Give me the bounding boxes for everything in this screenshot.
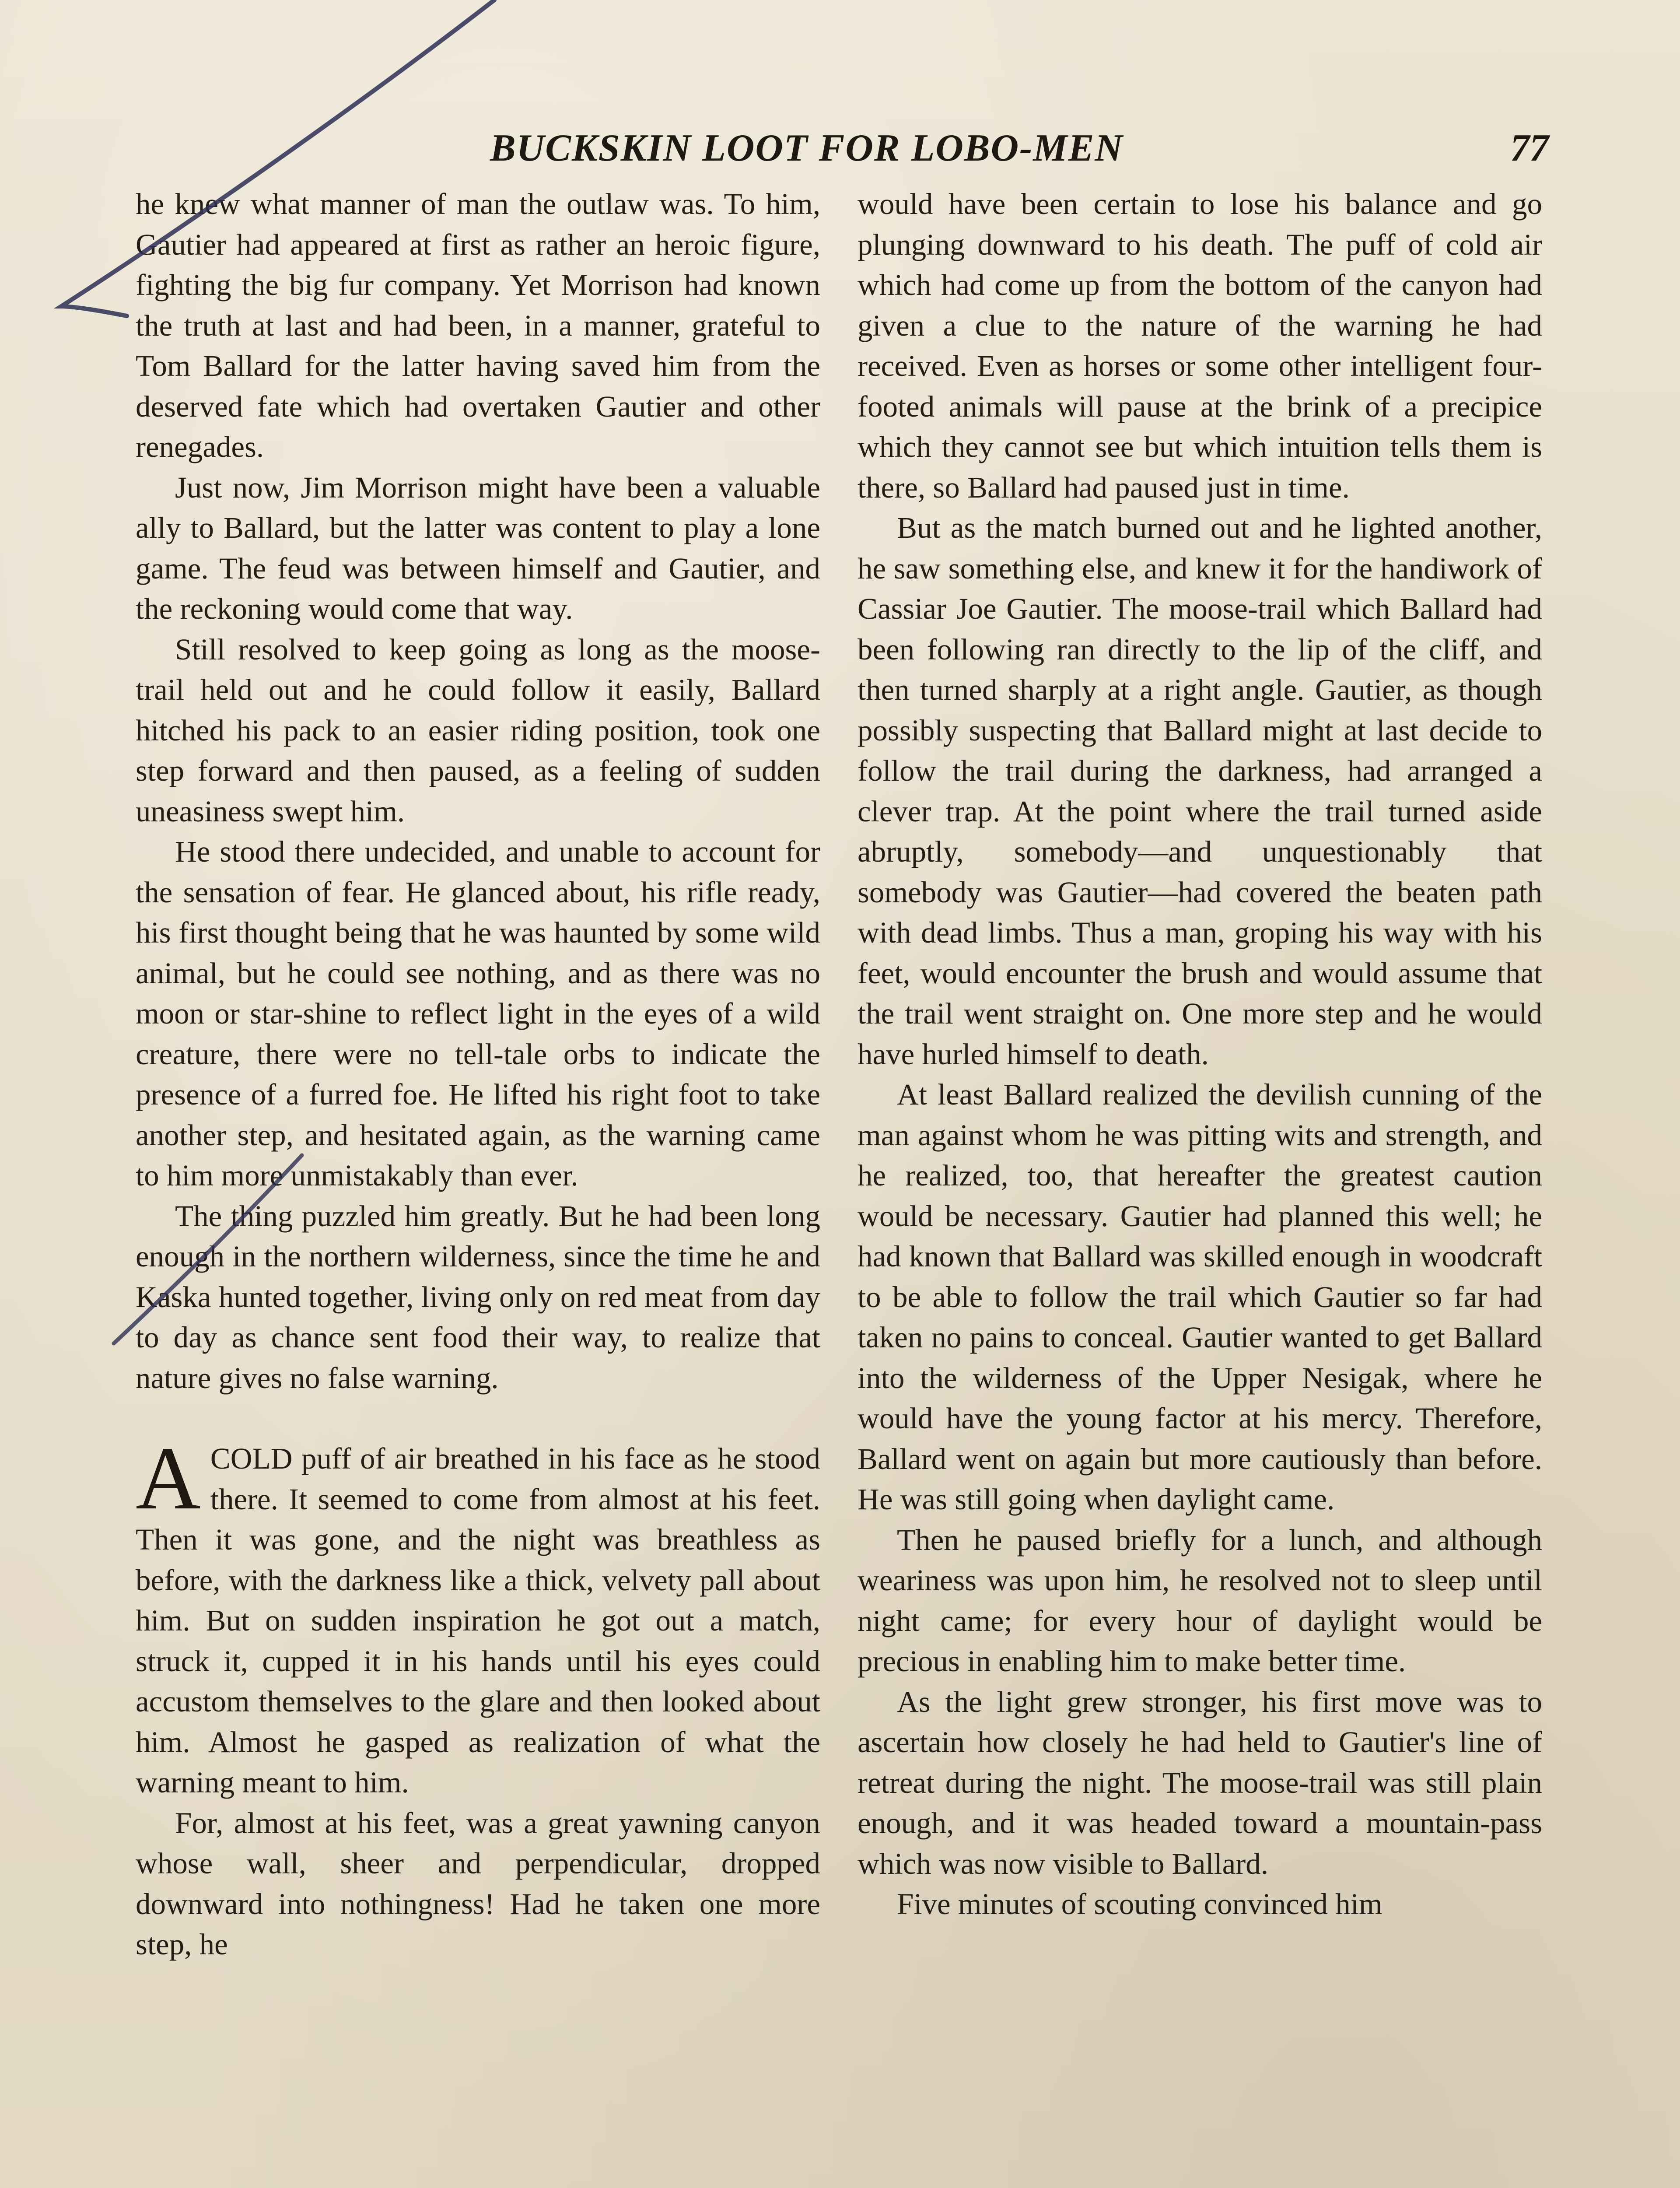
paragraph: He stood there undecided, and unable to account for the sensation of fear. He glanced about, his rifle ready, his first thought being that he was haunted by some wild animal, but he could see nothing, and as there was no moon or star-shine to reflect light in the eyes of a wild creature, there were no tell-tale orbs to indicate the presence of a furred foe. He lifted his right foot to take another step, and hesitated again, as the warning came to him more unmistakably than ever. bbox=[136, 835, 820, 1192]
paragraph: Just now, Jim Morrison might have been a valuable ally to Ballard, but the latter was content to play a lone game. The feud was between himself and Gautier, and the reckoning would come that way. bbox=[136, 470, 820, 625]
page-header bbox=[131, 126, 1549, 179]
paragraph: As the light grew stronger, his first move was to ascertain how closely he had held to Gautier's line of retreat during the night. The moose-trail was still plain enough, and it was headed toward a mountain-pass which was now visible to Ballard. bbox=[858, 1685, 1542, 1880]
paragraph: Still resolved to keep going as long as the moose-trail held out and he could follow it easily, Ballard hitched his pack to an easier riding position, took one step forward and then paused, as a feeling of sudden uneasiness swept him. bbox=[136, 632, 820, 828]
dropcap-lead-word: COLD bbox=[210, 1442, 293, 1475]
section-break bbox=[136, 1398, 820, 1438]
paragraph: But as the match burned out and he lighted another, he saw something else, and knew it for the handiwork of Cassiar Joe Gautier. The moose-trail which Ballard had been following ran directly to the lip of the cliff, and then turned sharply at a right angle. Gautier, as though possibly suspecting that Ballard might at last decide to follow the trail during the darkness, had arranged a clever trap. At the point where the trail turned aside abruptly, somebody—and unquestionably that somebody was Gautier—had covered the beaten path with dead limbs. Thus a man, groping his way with his feet, would encounter the brush and would assume that the trail went straight on. One more step and he would have hurled himself to death. bbox=[858, 511, 1542, 1071]
drop-cap: A bbox=[136, 1428, 201, 1528]
paragraph: The thing puzzled him greatly. But he had been long enough in the northern wilderness, since the time he and Kaska hunted together, living only on red meat from day to day as chance sent food their way, to realize that nature gives no false warning. bbox=[136, 1199, 820, 1395]
running-title: BUCKSKIN LOOT FOR LOBO-MEN bbox=[490, 127, 1124, 169]
page-number: 77 bbox=[1510, 127, 1549, 169]
paragraph: Five minutes of scouting convinced him bbox=[897, 1887, 1382, 1921]
dropcap-paragraph bbox=[136, 1428, 820, 1803]
text-column-left bbox=[136, 184, 820, 2188]
paragraph-text: puff of air breathed in his face as he stood there. It seemed to come from almost at his feet. Then it was gone, and the night was breathless as before, with the darkness like a thick, velvety pall about him. But on sudden inspiration he got out a match, struck it, cupped it in his hands until his eyes could accustom themselves to the glare and then looked about him. Almost he gasped as realization of what the warning meant to him. bbox=[136, 1442, 820, 1799]
paragraph: For, almost at his feet, was a great yawning canyon whose wall, sheer and perpendicular, dropped downward into nothingness! Had he taken one more step, he bbox=[136, 1806, 820, 1961]
paragraph: would have been certain to lose his balance and go plunging downward to his death. The puff of cold air which had come up from the bottom of the canyon had given a clue to the nature of the warning he had received. Even as horses or some other intelligent four-footed animals will pause at the brink of a precipice which they cannot see but which intuition tells them is there, so Ballard had paused just in time. bbox=[858, 187, 1542, 504]
paragraph: he knew what manner of man the outlaw was. To him, Gautier had appeared at first as rather an heroic figure, fighting the big fur company. Yet Morrison had known the truth at last and had been, in a manner, grateful to Tom Ballard for the latter having saved him from the deserved fate which had overtaken Gautier and other renegades. bbox=[136, 187, 820, 463]
paragraph: Then he paused briefly for a lunch, and although weariness was upon him, he resolved not to sleep until night came; for every hour of daylight would be precious in enabling him to make better time. bbox=[858, 1523, 1542, 1678]
text-column-right bbox=[858, 184, 1542, 2188]
paragraph: At least Ballard realized the devilish cunning of the man against whom he was pitting wits and strength, and he realized, too, that hereafter the greatest caution would be necessary. Gautier had planned this well; he had known that Ballard was skilled enough in woodcraft to be able to follow the trail which Gautier so far had taken no pains to conceal. Gautier wanted to get Ballard into the wilderness of the Upper Nesigak, where he would have the young factor at his mercy. Therefore, Ballard went on again but more cautiously than before. He was still going when daylight came. bbox=[858, 1078, 1542, 1516]
